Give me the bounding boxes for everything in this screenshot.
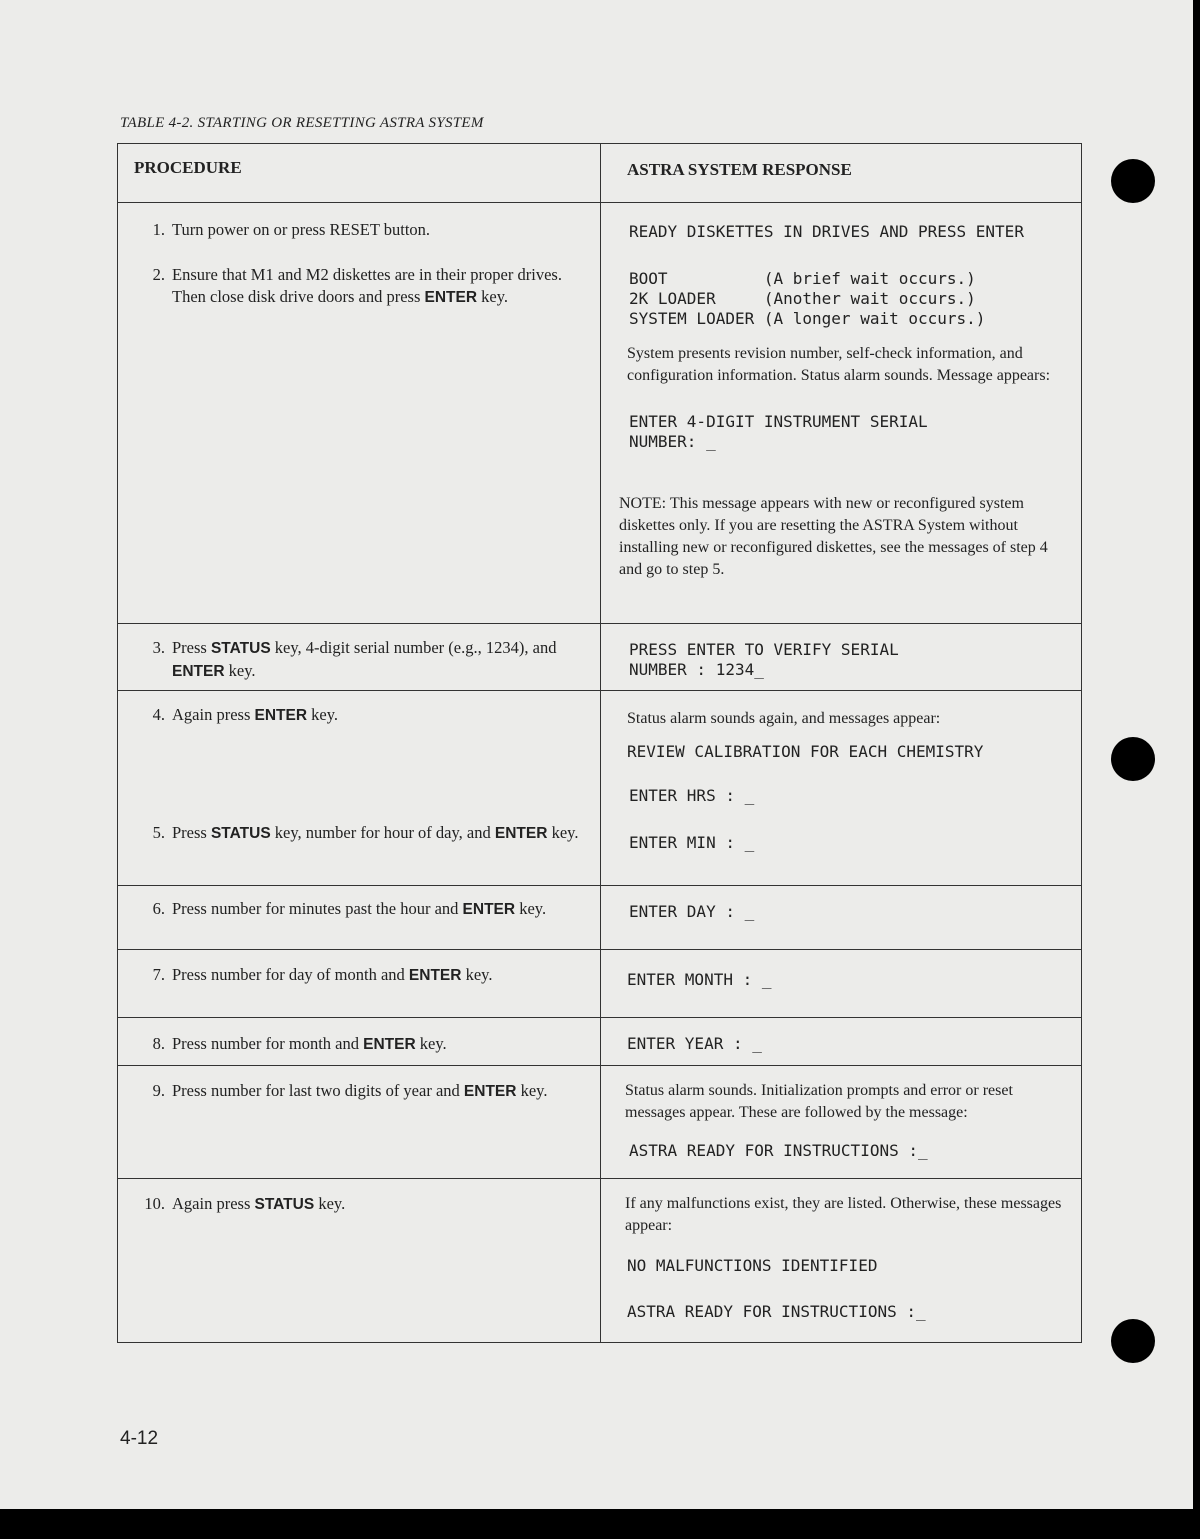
step-1: 1. Turn power on or press RESET button. [152,220,431,239]
response-cell [601,1179,1082,1343]
screen-message: ENTER HRS : _ [629,786,755,805]
enter-key-label: ENTER [172,663,225,680]
procedure-cell [118,950,601,1018]
step-4: 4. Again press ENTER key. [152,705,339,724]
table-header-row [118,144,1082,203]
screen-message: ASTRA READY FOR INSTRUCTIONS :_ [629,1141,928,1160]
procedure-cell [118,1018,601,1066]
table-row [118,1018,1082,1066]
response-text: System presents revision number, self-check information, and configuration information. Status alarm sounds. Message appears: [627,345,1051,384]
table-row [118,1066,1082,1179]
enter-key-label: ENTER [462,901,516,918]
enter-key-label: ENTER [463,1083,517,1100]
enter-key-label: ENTER [424,289,478,306]
step-2: 2. Ensure that M1 and M2 diskettes are in their proper drives. Then close disk drive doors and press ENTER key. [152,265,562,306]
step-5: 5. Press STATUS key, number for hour of day, and ENTER key. [152,823,579,842]
screen-message: ENTER MIN : _ [629,833,755,852]
screen-message: ENTER YEAR : _ [627,1034,762,1053]
screen-message: ASTRA READY FOR INSTRUCTIONS :_ [627,1302,926,1321]
step-9: 9. Press number for last two digits of year and ENTER key. [152,1081,548,1100]
procedure-cell [118,886,601,950]
table-row [118,624,1082,691]
binder-hole [1111,1319,1155,1363]
screen-message: REVIEW CALIBRATION FOR EACH CHEMISTRY [627,742,984,761]
enter-key-label: ENTER [408,967,462,984]
response-text: If any malfunctions exist, they are listed. Otherwise, these messages appear: [625,1195,1062,1234]
screen-message: READY DISKETTES IN DRIVES AND PRESS ENTER [629,222,1024,241]
note-text: NOTE: This message appears with new or reconfigured system diskettes only. If you are resetting the ASTRA System without installing new or reconfigured diskettes, see the messages of step 4 and go to step 5. [619,495,1048,578]
procedure-cell [118,1179,601,1343]
screen-message: BOOT (A brief wait occurs.) 2K LOADER (Another wait occurs.) SYSTEM LOADER (A longer wait occurs.) [629,269,986,328]
status-key-label: STATUS [254,1196,315,1213]
procedure-cell [118,691,601,886]
enter-key-label: ENTER [254,707,308,724]
step-8: 8. Press number for month and ENTER key. [152,1034,447,1053]
procedure-cell [118,1066,601,1179]
table-row [118,886,1082,950]
step-3: 3. Press STATUS key, 4-digit serial number (e.g., 1234), and ENTER key. [152,638,557,680]
table-row [118,1179,1082,1343]
response-cell [601,886,1082,950]
table-row [118,691,1082,886]
status-key-label: STATUS [210,825,271,842]
screen-message: ENTER DAY : _ [629,902,755,921]
response-cell [601,950,1082,1018]
step-6: 6. Press number for minutes past the hour and ENTER key. [152,899,547,918]
procedure-cell [118,624,601,691]
page-number: 4-12 [120,1428,159,1449]
screen-message: ENTER MONTH : _ [627,970,772,989]
response-text: Status alarm sounds again, and messages appear: [627,710,941,727]
status-key-label: STATUS [210,640,271,657]
response-cell [601,624,1082,691]
procedure-cell [118,203,601,624]
table-caption: TABLE 4-2. STARTING OR RESETTING ASTRA SYSTEM [120,115,484,131]
response-cell [601,1066,1082,1179]
binder-hole [1111,159,1155,203]
screen-message: NO MALFUNCTIONS IDENTIFIED [627,1256,878,1275]
step-7: 7. Press number for day of month and ENTER key. [152,965,493,984]
screen-message: ENTER 4-DIGIT INSTRUMENT SERIAL NUMBER: _ [629,412,928,451]
table-row [118,950,1082,1018]
screen-message: PRESS ENTER TO VERIFY SERIAL NUMBER : 1234_ [629,640,899,679]
header-procedure: PROCEDURE [118,144,601,203]
step-10: 10. Again press STATUS key. [144,1194,346,1213]
enter-key-label: ENTER [494,825,548,842]
response-cell [601,691,1082,886]
header-response: ASTRA SYSTEM RESPONSE [601,144,1082,203]
binder-hole [1111,737,1155,781]
response-cell [601,203,1082,624]
response-cell [601,1018,1082,1066]
enter-key-label: ENTER [363,1036,416,1053]
response-text: Status alarm sounds. Initialization prompts and error or reset messages appear. These are followed by the message: [625,1082,1013,1121]
procedure-table [117,143,1082,1343]
table-row [118,203,1082,624]
